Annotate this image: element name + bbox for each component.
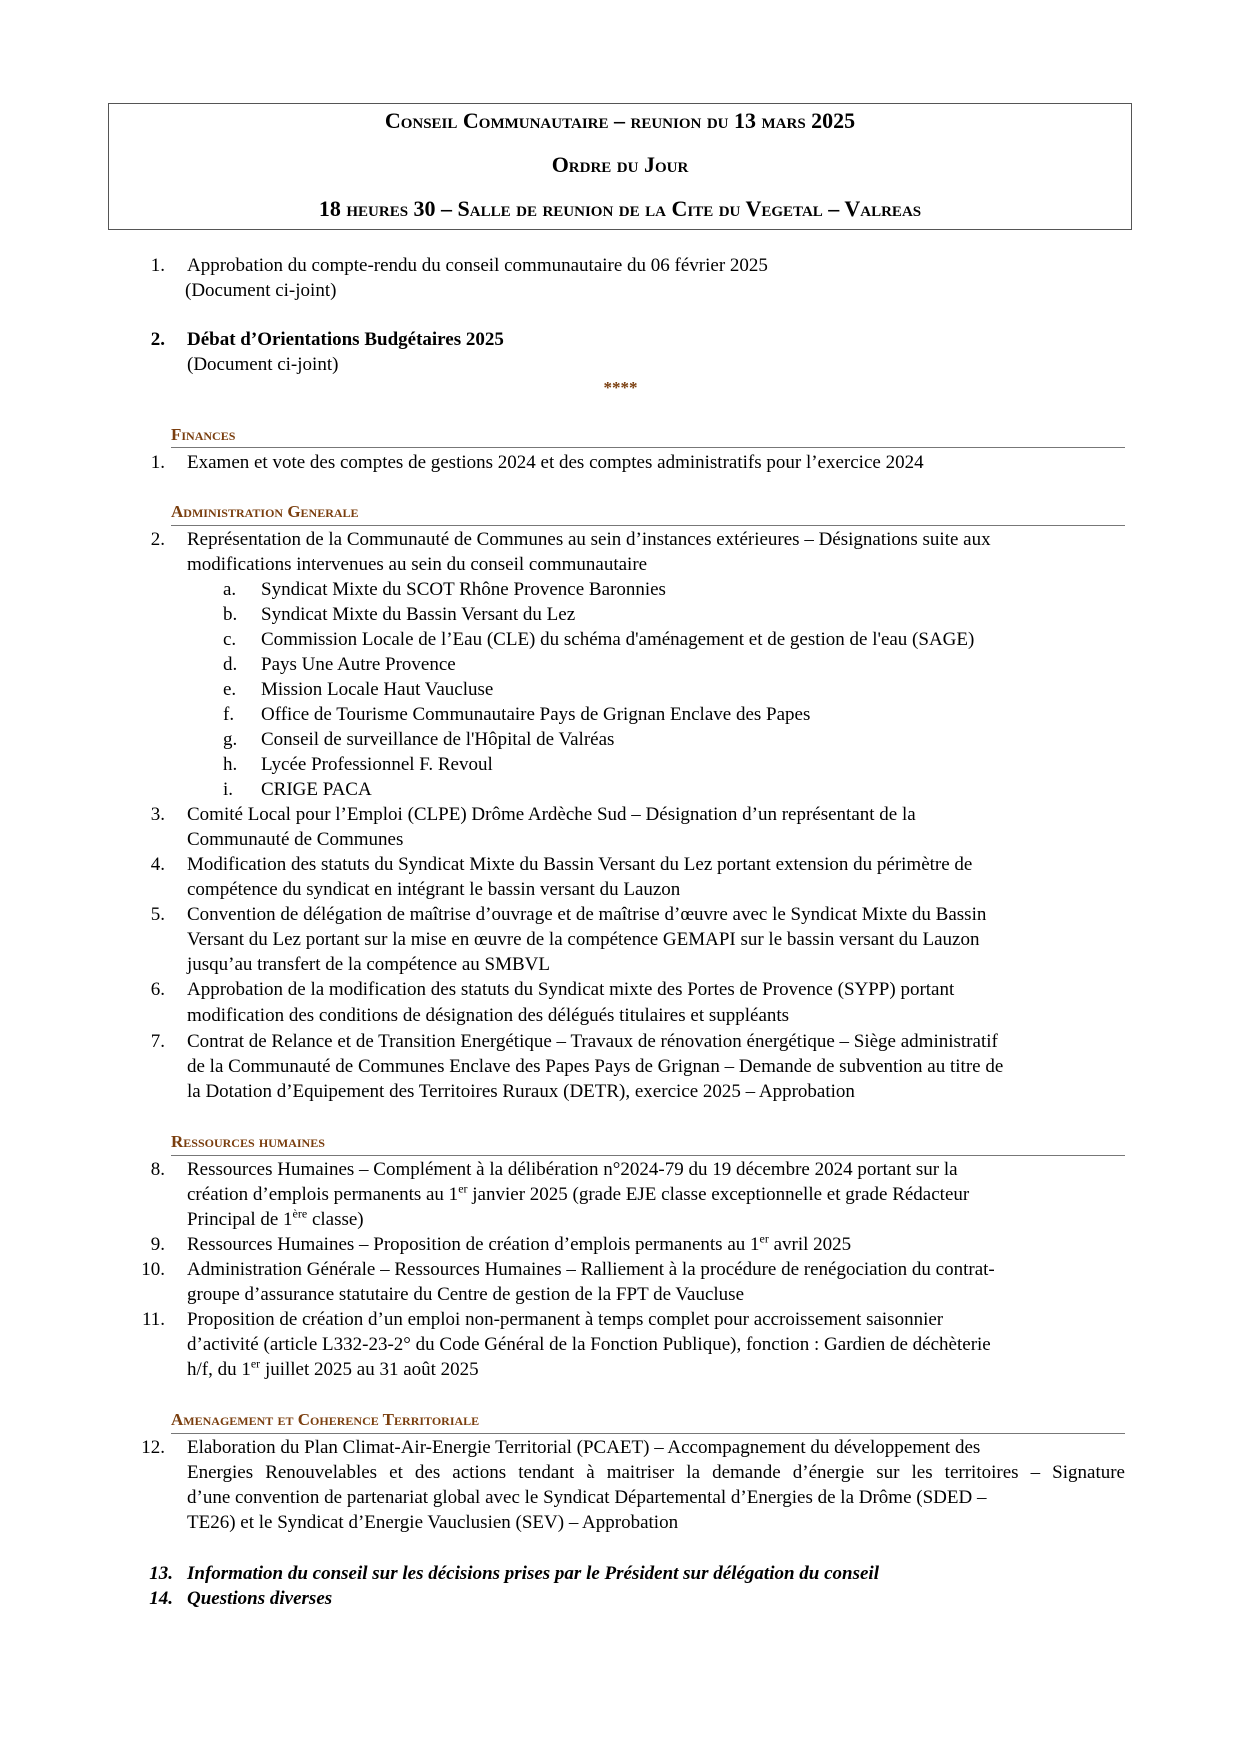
item-text: groupe d’assurance statutaire du Centre de gestion de la FPT de Vaucluse [187,1284,745,1305]
item-text: Communauté de Communes [187,829,404,850]
intro-2-note: (Document ci-joint) [187,354,339,375]
sub-item-text: CRIGE PACA [261,779,372,800]
item-number: 3. [150,804,165,825]
sub-item-letter: g. [223,729,238,750]
intro-2-number: 2. [150,329,165,350]
item-text: jusqu’au transfert de la compétence au SMBVL [187,954,550,975]
item-number: 9. [150,1234,165,1255]
sub-item-letter: c. [223,629,237,650]
item-text: Ressources Humaines – Proposition de création d’emplois permanents au 1er avril 2025 [187,1231,852,1255]
sub-item-letter: f. [223,704,235,725]
item-text: Versant du Lez portant sur la mise en œuvre de la compétence GEMAPI sur le bassin versant du Lauzon [187,929,980,950]
item-text: Elaboration du Plan Climat-Air-Energie Territorial (PCAET) – Accompagnement du développement des [187,1437,981,1458]
intro-1-note: (Document ci-joint) [185,280,337,301]
intro-2-text: Débat d’Orientations Budgétaires 2025 [187,329,504,350]
item-number: 14. [149,1588,173,1609]
header-title: Conseil Communautaire – reunion du 13 mars 2025 [384,108,856,133]
item-number: 10. [141,1259,165,1280]
item-text: Convention de délégation de maîtrise d’ouvrage et de maîtrise d’œuvre avec le Syndicat Mixte du Bassin [187,904,987,925]
item-text: TE26) et le Syndicat d’Energie Vauclusien (SEV) – Approbation [187,1512,679,1533]
item-text: Ressources Humaines – Complément à la délibération n°2024-79 du 19 décembre 2024 portant sur la [187,1159,958,1180]
sub-item-text: Conseil de surveillance de l'Hôpital de Valréas [261,729,615,750]
item-text: Administration Générale – Ressources Humaines – Ralliement à la procédure de renégociation du contrat- [187,1259,995,1280]
item-text: Information du conseil sur les décisions prises par le Président sur délégation du conseil [187,1563,879,1584]
sub-item-letter: h. [223,754,238,775]
sub-item-text: Pays Une Autre Provence [261,654,456,675]
item-number: 2. [150,529,165,550]
item-number: 8. [150,1159,165,1180]
section-administration: Administration Generale [171,502,359,521]
item-text: Représentation de la Communauté de Communes au sein d’instances extérieures – Désignations suite aux [187,529,991,550]
item-text: modification des conditions de désignation des délégués titulaires et suppléants [187,1005,790,1026]
item-number: 4. [150,854,165,875]
item-text: Approbation de la modification des statuts du Syndicat mixte des Portes de Provence (SYPP) portant [187,979,955,1000]
sub-item-text: Office de Tourisme Communautaire Pays de Grignan Enclave des Papes [261,704,811,725]
item-text: création d’emplois permanents au 1er janvier 2025 (grade EJE classe exceptionnelle et grade Rédacteur [187,1181,970,1205]
item-text: compétence du syndicat en intégrant le bassin versant du Lauzon [187,879,681,900]
item-text: Modification des statuts du Syndicat Mixte du Bassin Versant du Lez portant extension du périmètre de [187,854,973,875]
item-number: 7. [150,1031,165,1052]
section-divider [171,447,1125,448]
sub-item-letter: b. [223,604,238,625]
section-finances: Finances [171,425,236,444]
item-number: 11. [141,1309,165,1330]
header-location: 18 heures 30 – Salle de reunion de la Cite du Vegetal – Valreas [318,196,922,221]
sub-item-letter: e. [223,679,237,700]
sub-item-letter: d. [223,654,238,675]
item-text: Contrat de Relance et de Transition Energétique – Travaux de rénovation énergétique – Siège administratif [187,1031,998,1052]
item-text: Examen et vote des comptes de gestions 2024 et des comptes administratifs pour l’exercice 2024 [187,452,924,473]
intro-1-text: Approbation du compte-rendu du conseil communautaire du 06 février 2025 [187,255,768,276]
header-subtitle: Ordre du Jour [551,152,689,177]
section-amenagement: Amenagement et Coherence Territoriale [171,1410,480,1429]
item-text: Principal de 1ère classe) [187,1206,364,1230]
section-divider [171,1155,1125,1156]
item-text: modifications intervenues au sein du conseil communautaire [187,554,648,575]
item-text: Proposition de création d’un emploi non-permanent à temps complet pour accroissement saisonnier [187,1309,944,1330]
section-ressources-humaines: Ressources humaines [171,1132,325,1151]
item-text: h/f, du 1er juillet 2025 au 31 août 2025 [187,1356,479,1380]
item-text: la Dotation d’Equipement des Territoires Ruraux (DETR), exercice 2025 – Approbation [187,1081,855,1102]
sub-item-text: Commission Locale de l’Eau (CLE) du schéma d'aménagement et de gestion de l'eau (SAGE) [261,629,975,650]
sub-item-letter: a. [223,579,237,600]
item-text: Comité Local pour l’Emploi (CLPE) Drôme Ardèche Sud – Désignation d’un représentant de la [187,804,916,825]
item-text: d’activité (article L332-23-2° du Code Général de la Fonction Publique), fonction : Gardien de déchèterie [187,1334,991,1355]
separator-stars: **** [603,378,638,397]
item-text: Energies Renouvelables et des actions tendant à maitriser la demande d’énergie sur les territoires – Signature [187,1462,1125,1483]
sub-item-text: Syndicat Mixte du Bassin Versant du Lez [261,604,576,625]
sub-item-text: Syndicat Mixte du SCOT Rhône Provence Baronnies [261,579,666,600]
item-text: Questions diverses [187,1588,333,1609]
item-number: 1. [150,452,165,473]
item-number: 12. [141,1437,165,1458]
section-divider [171,525,1125,526]
item-number: 5. [150,904,165,925]
sub-item-letter: i. [223,779,234,800]
sub-item-text: Lycée Professionnel F. Revoul [261,754,493,775]
section-divider [171,1433,1125,1434]
sub-item-text: Mission Locale Haut Vaucluse [261,679,494,700]
item-number: 6. [150,979,165,1000]
header-box [108,103,1132,230]
item-text: de la Communauté de Communes Enclave des Papes Pays de Grignan – Demande de subvention au titre de [187,1056,1004,1077]
item-number: 13. [149,1563,173,1584]
intro-1-number: 1. [150,255,165,276]
item-text: d’une convention de partenariat global avec le Syndicat Départemental d’Energies de la Drôme (SDED – [187,1487,987,1508]
